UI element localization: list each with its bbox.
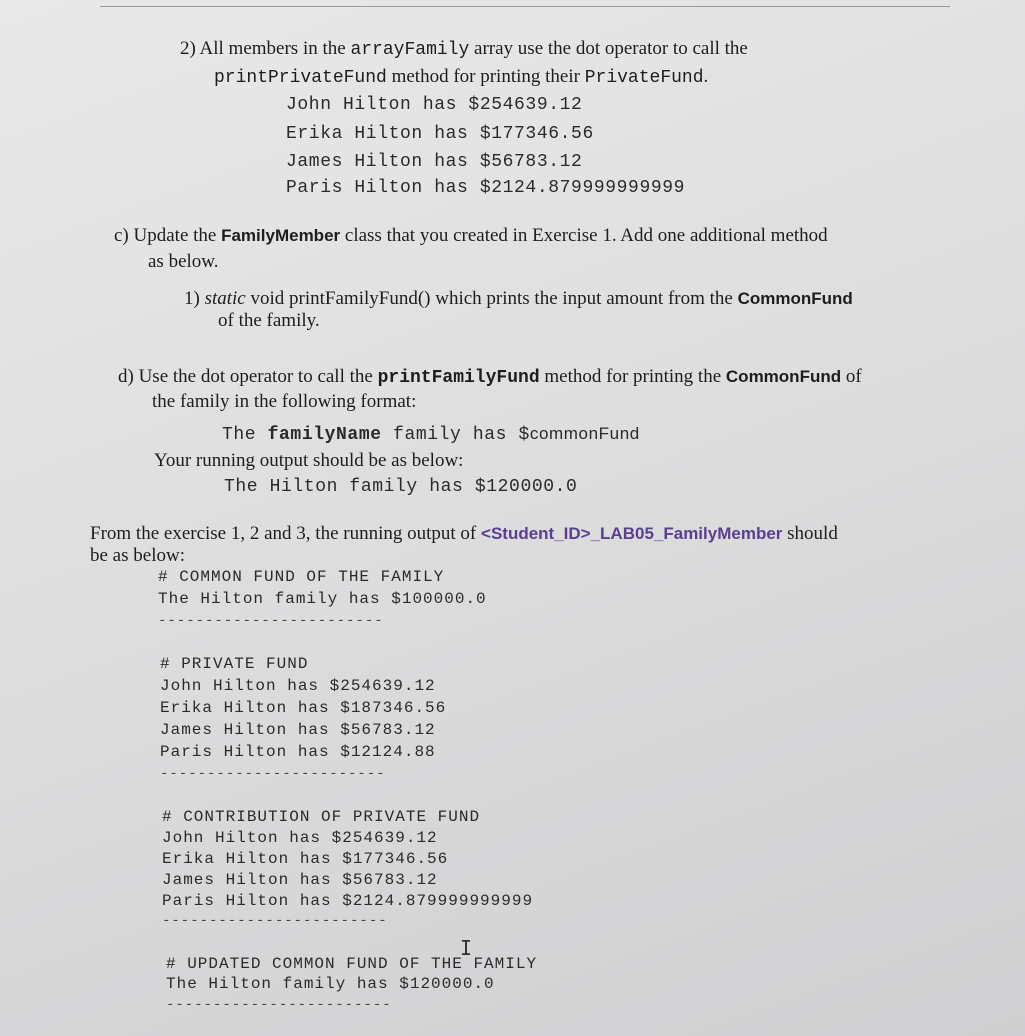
running-output-value: The Hilton family has $120000.0 — [224, 477, 578, 497]
item-c-letter: c) — [114, 225, 129, 246]
item2-text-post: array use the dot operator to call the — [469, 38, 748, 59]
item-c-text-post: class that you created in Exercise 1. Add one additional method — [340, 225, 828, 246]
item-d-line1 — [118, 366, 862, 388]
console-sec2-header: # PRIVATE FUND — [160, 655, 309, 673]
item-c-sub-text: void printFamilyFund() which prints the input amount from the — [245, 288, 738, 309]
console-sec1-header: # COMMON FUND OF THE FAMILY — [158, 568, 445, 586]
item-c-sub-number: 1) — [184, 288, 200, 309]
code-CommonFund: CommonFund — [737, 289, 853, 308]
console-divider-4: ------------------------ — [166, 997, 392, 1013]
console-divider-3: ------------------------ — [162, 913, 388, 929]
code-FamilyMember: FamilyMember — [221, 226, 341, 245]
code-CommonFund-2: CommonFund — [725, 367, 842, 386]
item2-line2 — [214, 66, 708, 88]
console-sec2-line: Paris Hilton has $12124.88 — [160, 743, 436, 761]
item2-text: All members in the — [199, 38, 351, 59]
item-d-format — [222, 424, 640, 445]
summary-class-name: <Student_ID>_LAB05_FamilyMember — [481, 524, 783, 543]
console-sec3-line: John Hilton has $254639.12 — [162, 829, 438, 847]
format-text: The — [222, 425, 268, 445]
format-text-mid: family has $ — [381, 425, 530, 445]
item-c-text: Update the — [133, 225, 222, 246]
item-c-line1 — [114, 225, 828, 247]
running-output-label: Your running output should be as below: — [154, 450, 464, 471]
item-d-line2: the family in the following format: — [152, 391, 417, 412]
keyword-static: static — [204, 288, 246, 309]
item-d-text: Use the dot operator to call the — [138, 366, 378, 387]
item2-number: 2) — [180, 38, 196, 59]
console-sec3-line: Paris Hilton has $2124.879999999999 — [162, 892, 534, 910]
code-printPrivateFund: printPrivateFund — [214, 68, 387, 88]
item2-output-4: Paris Hilton has $2124.879999999999 — [286, 178, 686, 198]
item-c-line2: as below. — [148, 251, 219, 272]
console-divider-1: ------------------------ — [158, 613, 384, 629]
text-cursor-icon: I — [460, 936, 473, 960]
console-sec4-line: The Hilton family has $120000.0 — [166, 975, 495, 993]
console-sec3-header: # CONTRIBUTION OF PRIVATE FUND — [162, 808, 481, 826]
item-d-text-post: of — [841, 366, 862, 387]
console-sec2-line: James Hilton has $56783.12 — [160, 721, 436, 739]
console-divider-2: ------------------------ — [160, 766, 386, 782]
console-sec1-line: The Hilton family has $100000.0 — [158, 590, 487, 608]
item2-line1 — [180, 38, 748, 60]
item-d-letter: d) — [118, 366, 134, 387]
item2-output-2: Erika Hilton has $177346.56 — [286, 124, 594, 144]
item2-output-3: James Hilton has $56783.12 — [286, 152, 583, 172]
console-sec3-line: James Hilton has $56783.12 — [162, 871, 438, 889]
console-sec2-line: Erika Hilton has $187346.56 — [160, 699, 447, 717]
console-sec2-line: John Hilton has $254639.12 — [160, 677, 436, 695]
summary-line1 — [90, 523, 838, 545]
console-sec3-line: Erika Hilton has $177346.56 — [162, 850, 449, 868]
item-c-sub-line1 — [184, 288, 853, 310]
item2-output-1: John Hilton has $254639.12 — [286, 95, 583, 115]
summary-text-post: should — [782, 523, 838, 544]
item-d-text-mid: method for printing the — [539, 366, 726, 387]
format-commonFund: commonFund — [529, 424, 640, 443]
summary-line2: be as below: — [90, 545, 185, 566]
summary-text: From the exercise 1, 2 and 3, the running output of — [90, 523, 482, 544]
console-sec4-header: # UPDATED COMMON FUND OF THE FAMILY — [166, 955, 538, 973]
item-c-sub-line2: of the family. — [218, 310, 320, 331]
item2-line2-text: method for printing their — [386, 66, 585, 87]
code-printFamilyFund: printFamilyFund — [377, 368, 540, 388]
top-rule — [100, 6, 950, 7]
format-familyName: familyName — [267, 425, 382, 445]
code-arrayFamily: arrayFamily — [350, 40, 470, 60]
item2-period: . — [703, 66, 709, 87]
code-PrivateFund: PrivateFund — [584, 68, 704, 88]
